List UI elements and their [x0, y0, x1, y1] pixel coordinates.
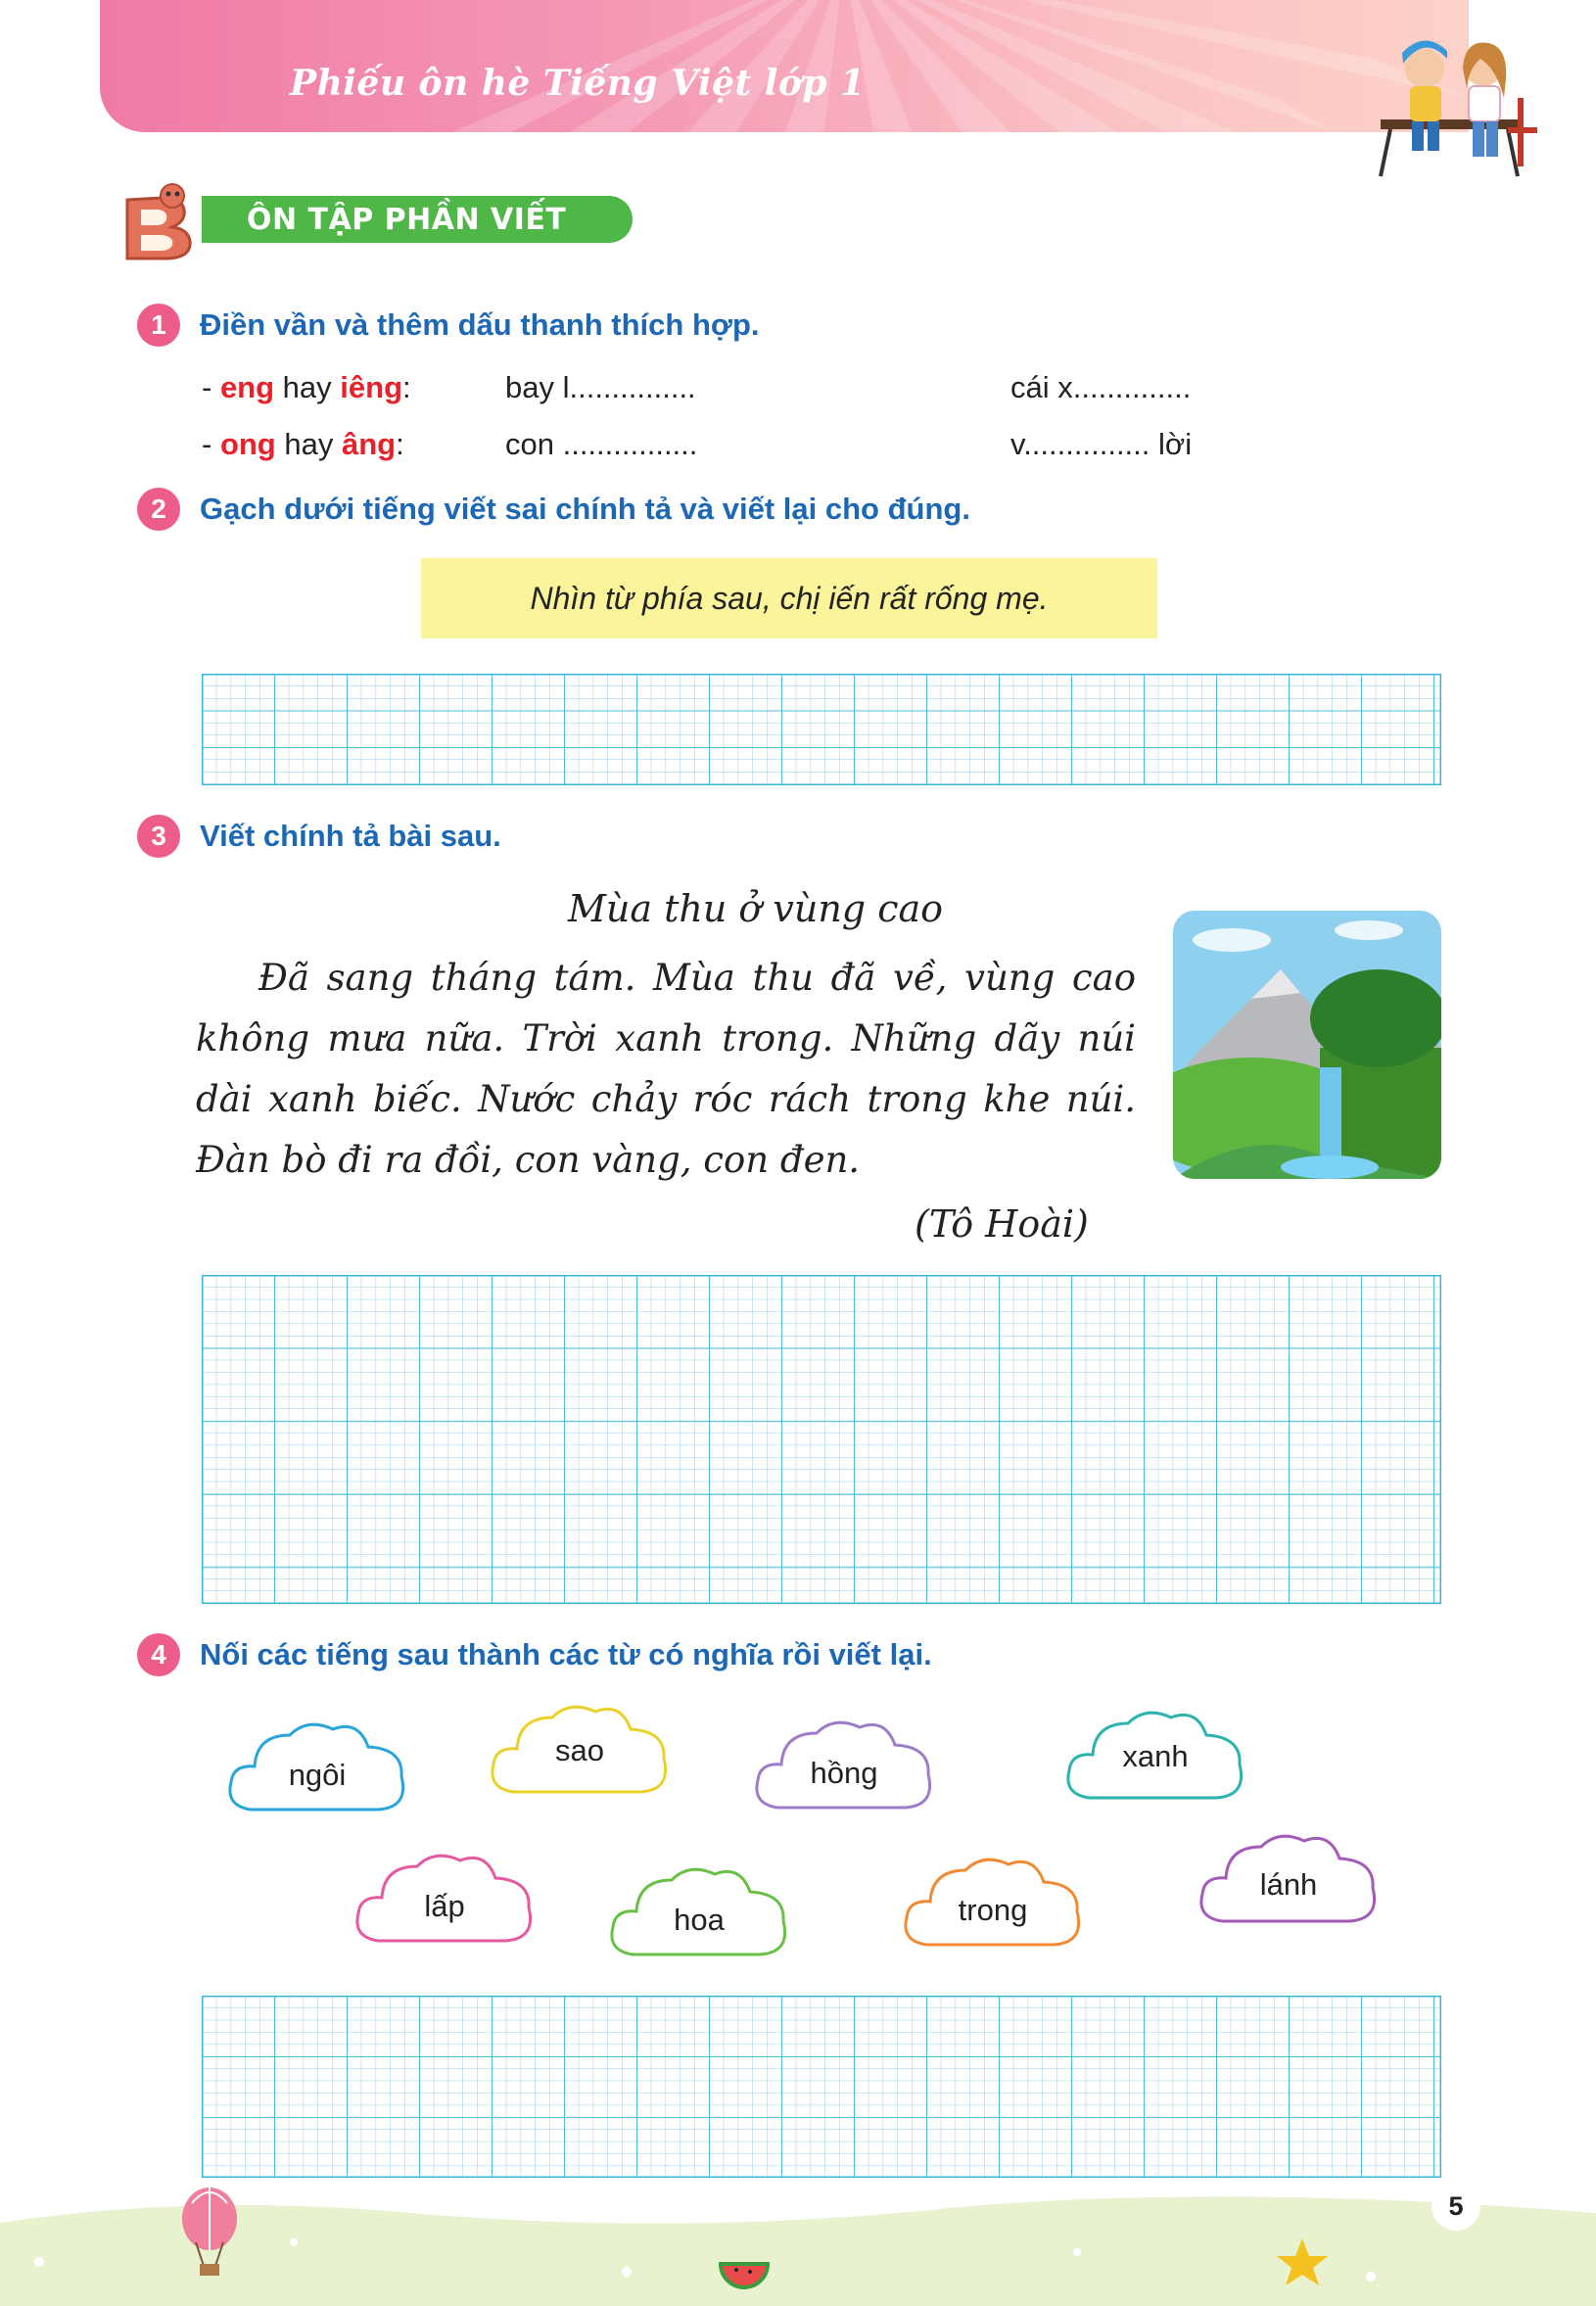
q2-sentence-box: Nhìn từ phía sau, chị iến rất rống mẹ.	[421, 558, 1157, 638]
dictation-paragraph: Đã sang tháng tám. Mùa thu đã về, vùng cao không mưa nữa. Trời xanh trong. Những dãy núi dài xanh biếc. Nước chảy róc rách trong khe núi. Đàn bò đi ra đồi, con vàng, con đen.	[196, 957, 1136, 1181]
q3-writing-grid[interactable]	[202, 1275, 1441, 1604]
dictation-title: Mùa thu ở vùng cao	[568, 887, 944, 930]
word-label-hoa: hoa	[674, 1903, 725, 1937]
word-label-ngoi: ngôi	[288, 1758, 347, 1792]
word-cloud-hong[interactable]	[748, 1710, 940, 1827]
section-title: ÔN TẬP PHẦN VIẾT	[247, 202, 567, 237]
word-label-xanh: xanh	[1122, 1739, 1189, 1773]
q1-row-2-label: - ong hay âng:	[202, 427, 404, 461]
word-cloud-sao[interactable]	[484, 1694, 676, 1808]
q1-row-1-label: - eng hay iêng:	[202, 370, 411, 404]
question-2-number: 2	[137, 488, 180, 531]
word-cloud-hoa[interactable]	[603, 1857, 795, 1974]
question-4-title: Nối các tiếng sau thành các từ có nghĩa rồi viết lại.	[200, 1637, 932, 1671]
word-label-lap: lấp	[424, 1889, 465, 1923]
question-3-number: 3	[137, 815, 180, 858]
word-cloud-lap[interactable]	[349, 1843, 540, 1960]
q4-writing-grid[interactable]	[202, 1996, 1441, 2178]
section-b-heading	[116, 182, 566, 266]
word-label-lanh: lánh	[1259, 1867, 1318, 1902]
question-1-title: Điền vần và thêm dấu thanh thích hợp.	[200, 307, 760, 342]
q1-row-2-blank-1[interactable]: con ................	[505, 427, 698, 461]
q1-row-1-blank-2[interactable]: cái x..............	[1010, 370, 1192, 404]
word-label-trong: trong	[958, 1893, 1028, 1927]
q1-row-2-blank-2[interactable]: v............... lời	[1010, 427, 1193, 461]
dictation-author: (Tô Hoài)	[915, 1202, 1089, 1246]
kids-studying-illustration	[1371, 29, 1557, 186]
section-title-pill	[202, 196, 633, 243]
word-cloud-trong[interactable]	[897, 1847, 1089, 1964]
question-2-title: Gạch dưới tiếng viết sai chính tả và viết lại cho đúng.	[200, 492, 970, 526]
word-cloud-ngoi[interactable]	[221, 1712, 413, 1829]
q2-writing-grid[interactable]	[202, 674, 1441, 785]
footer-decoration	[0, 2184, 1596, 2306]
word-cloud-lanh[interactable]	[1193, 1823, 1385, 1941]
word-label-sao: sao	[555, 1733, 604, 1767]
letter-b-mascot-icon	[116, 182, 204, 266]
word-label-hong: hồng	[810, 1756, 878, 1790]
word-cloud-xanh[interactable]	[1059, 1700, 1251, 1813]
header-banner	[100, 0, 1469, 132]
question-1-number: 1	[137, 304, 180, 347]
question-3-title: Viết chính tả bài sau.	[200, 819, 501, 853]
q1-row-1-blank-1[interactable]: bay l...............	[505, 370, 696, 404]
page-header-title: Phiếu ôn hè Tiếng Việt lớp 1	[290, 63, 866, 104]
mountain-waterfall-image	[1173, 911, 1441, 1179]
page-number: 5	[1432, 2182, 1480, 2231]
question-4-number: 4	[137, 1633, 180, 1676]
